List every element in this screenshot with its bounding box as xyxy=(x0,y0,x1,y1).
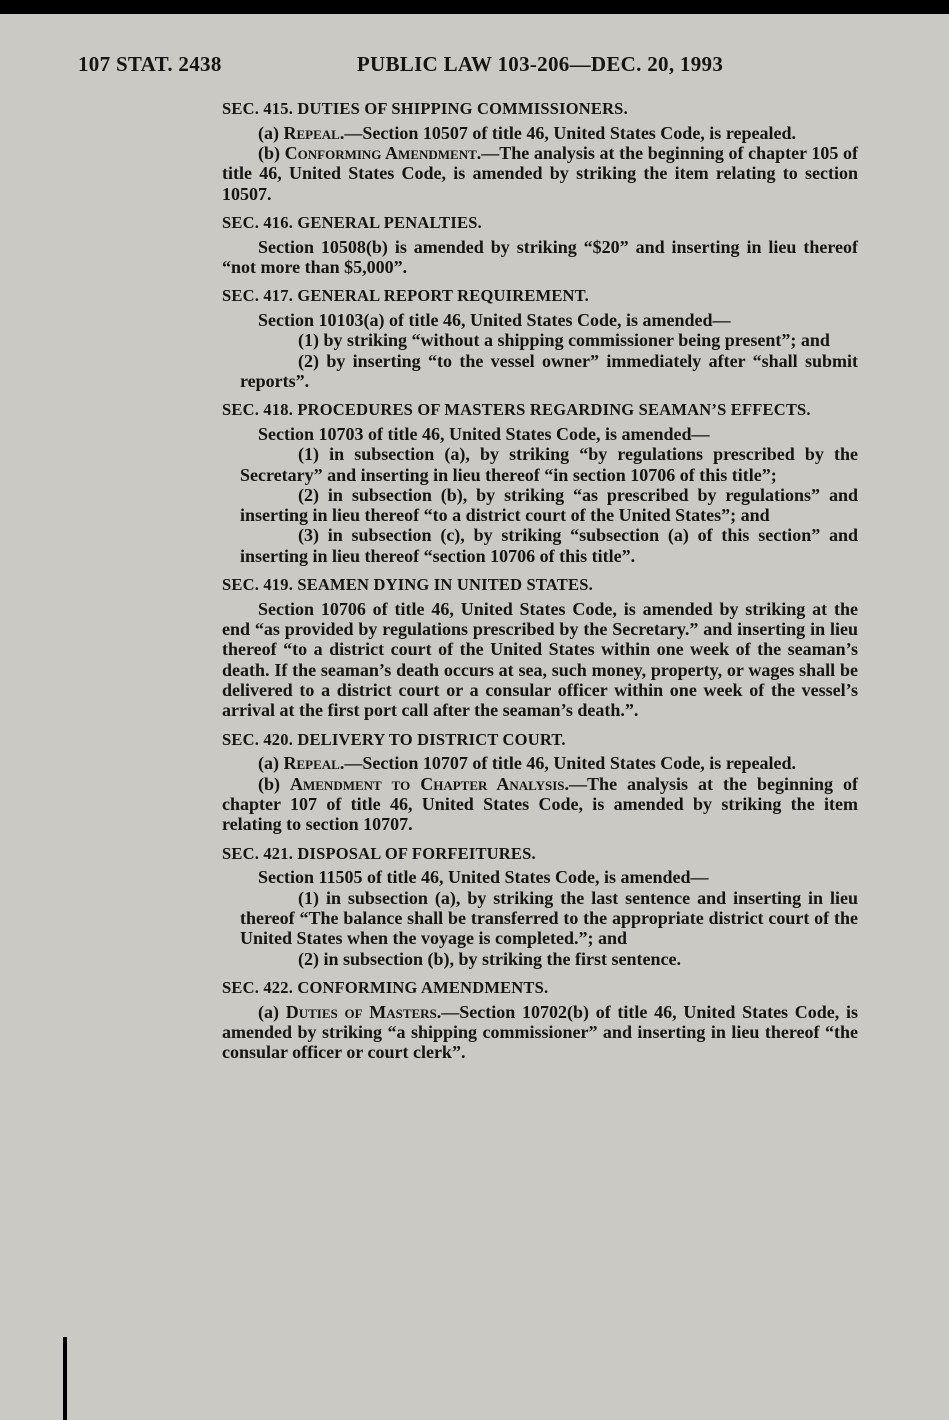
text-run: (2) in subsection (b), by striking the first sentence. xyxy=(298,948,681,969)
text-run: Section 11505 of title 46, United States Code, is amended— xyxy=(258,867,709,888)
text-run: —The analysis at the beginning of chapter 105 of title 46, United States Code, is amended by striking the item relating to section 10507. xyxy=(222,142,859,204)
paragraph xyxy=(222,1002,858,1063)
paragraph xyxy=(222,123,858,143)
section-heading: SEC. 416. GENERAL PENALTIES. xyxy=(222,212,482,232)
section-heading: SEC. 415. DUTIES OF SHIPPING COMMISSIONERS. xyxy=(222,99,628,118)
statute-section xyxy=(222,845,858,969)
text-run: (a) xyxy=(258,122,284,143)
paragraph xyxy=(222,237,858,278)
smallcaps-run: Repeal. xyxy=(283,753,345,774)
paragraph xyxy=(240,444,858,485)
section-heading: SEC. 422. CONFORMING AMENDMENTS. xyxy=(222,977,549,997)
text-run: (2) by inserting “to the vessel owner” immediately after “shall submit reports”. xyxy=(240,350,858,391)
section-heading: SEC. 419. SEAMEN DYING IN UNITED STATES. xyxy=(222,575,593,595)
statute-section xyxy=(222,214,858,277)
text-run: (1) in subsection (a), by striking the last sentence and inserting in lieu thereof “The balance shall be transferred to the appropriate district court of the United States when the voyage is completed.”; and xyxy=(240,887,858,949)
text-run: (b) xyxy=(258,773,290,794)
statute-section xyxy=(222,979,858,1063)
text-run: Section 10508(b) is amended by striking “$20” and inserting in lieu thereof “not more than $5,000”. xyxy=(222,236,858,277)
paragraph xyxy=(240,330,858,350)
paragraph xyxy=(222,774,858,835)
section-heading: SEC. 420. DELIVERY TO DISTRICT COURT. xyxy=(222,729,566,749)
text-run: —The analysis at the beginning of chapter 107 of title 46, United States Code, is amended by striking the item relating to section 10707. xyxy=(222,773,859,835)
text-run: (a) xyxy=(258,753,284,774)
paragraph xyxy=(240,351,858,392)
page-header xyxy=(0,52,949,82)
section-paragraphs xyxy=(222,753,858,834)
scan-artifact-edge-line xyxy=(63,1337,67,1420)
document-body xyxy=(222,100,858,1063)
text-run: (1) in subsection (a), by striking “by regulations prescribed by the Secretary” and inserting in lieu thereof “in section 10706 of this title”; xyxy=(240,444,858,485)
section-paragraphs xyxy=(222,310,858,391)
section-paragraphs xyxy=(222,424,858,566)
scan-artifact-top-bar xyxy=(0,0,949,14)
section-paragraphs xyxy=(222,1002,858,1063)
text-run: (3) in subsection (c), by striking “subsection (a) of this section” and inserting in lieu thereof “section 10706 of this title”. xyxy=(240,525,858,566)
section-heading: SEC. 418. PROCEDURES OF MASTERS REGARDING SEAMAN’S EFFECTS. xyxy=(222,400,811,420)
section-paragraphs xyxy=(222,867,858,969)
text-run: (b) xyxy=(258,142,285,163)
smallcaps-run: Repeal. xyxy=(283,122,345,143)
paragraph xyxy=(222,424,858,444)
statute-section xyxy=(222,401,858,566)
paragraph xyxy=(240,888,858,949)
smallcaps-run: Amendment to Chapter Analysis. xyxy=(289,773,570,794)
statute-section xyxy=(222,576,858,721)
stat-page-number: 107 STAT. 2438 xyxy=(78,52,222,76)
section-paragraphs xyxy=(222,237,858,278)
text-run: Section 10103(a) of title 46, United States Code, is amended— xyxy=(258,309,731,330)
text-run: Section 10703 of title 46, United States Code, is amended— xyxy=(258,423,710,444)
text-run: (2) in subsection (b), by striking “as prescribed by regulations” and inserting in lieu thereof “to a district court of the United States”; and xyxy=(240,484,858,526)
text-run: (a) xyxy=(258,1001,286,1022)
statute-section xyxy=(222,731,858,835)
paragraph xyxy=(222,599,858,721)
section-heading: SEC. 421. DISPOSAL OF FORFEITURES. xyxy=(222,843,536,863)
section-heading: SEC. 417. GENERAL REPORT REQUIREMENT. xyxy=(222,286,589,306)
paragraph xyxy=(240,949,858,969)
paragraph xyxy=(240,525,858,566)
statute-section xyxy=(222,100,858,204)
smallcaps-run: Duties of Masters. xyxy=(285,1001,442,1022)
law-title: PUBLIC LAW 103-206—DEC. 20, 1993 xyxy=(356,52,724,76)
paragraph xyxy=(240,485,858,526)
section-paragraphs xyxy=(222,123,858,204)
text-run: Section 10706 of title 46, United States Code, is amended by striking at the end “as provided by regulations prescribed by the Secretary.” and inserting in lieu thereof “to a district court of the United States within one week of the seaman’s death. If the seaman’s death occurs at sea, such money, property, or wages shall be delivered to a district court or a consular officer within one week of the vessel’s arrival at the first port call after the seaman’s death.”. xyxy=(222,598,858,721)
paragraph xyxy=(222,310,858,330)
paragraph xyxy=(222,867,858,887)
smallcaps-run: Conforming Amendment. xyxy=(284,142,482,163)
paragraph xyxy=(222,143,858,204)
text-run: —Section 10507 of title 46, United States Code, is repealed. xyxy=(344,122,796,143)
statute-section xyxy=(222,287,858,391)
section-paragraphs xyxy=(222,599,858,721)
text-run: —Section 10702(b) of title 46, United States Code, is amended by striking “a shipping commissioner” and inserting in lieu thereof “the consular officer or court clerk”. xyxy=(222,1001,858,1063)
paragraph xyxy=(222,753,858,773)
text-run: (1) by striking “without a shipping commissioner being present”; and xyxy=(298,330,830,351)
text-run: —Section 10707 of title 46, United States Code, is repealed. xyxy=(344,753,796,774)
